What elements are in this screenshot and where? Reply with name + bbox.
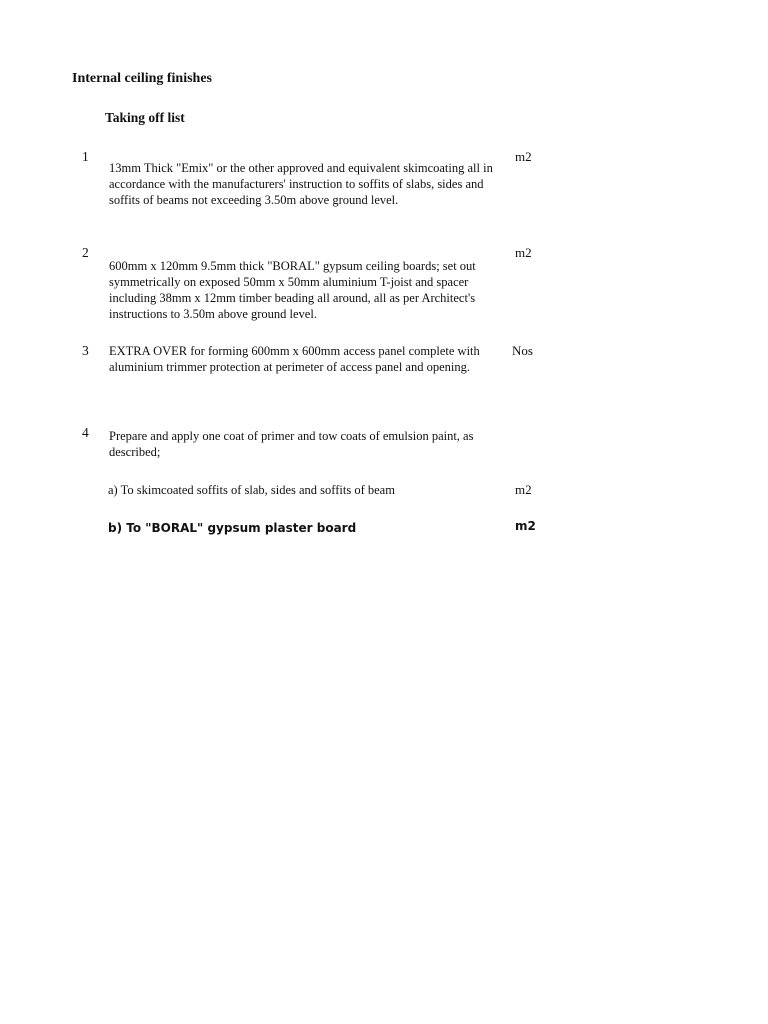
item-description: EXTRA OVER for forming 600mm x 600mm access panel complete with aluminium trimmer protection at perimeter of access panel and opening. (109, 344, 480, 374)
item-description: 13mm Thick "Emix" or the other approved and equivalent skimcoating all in accordance with the manufacturers' instruction to soffits of slabs, sides and soffits of beams not exceeding 3.50m above ground level. (109, 161, 493, 207)
item-number: 1 (82, 149, 89, 164)
subitem-unit: m2 (515, 519, 536, 533)
item-number: 3 (82, 343, 89, 358)
item-description: Prepare and apply one coat of primer and tow coats of emulsion paint, as described; (109, 429, 474, 459)
item-unit: m2 (515, 245, 532, 260)
subitem-label: a) To skimcoated soffits of slab, sides and soffits of beam (108, 483, 395, 497)
item-unit: Nos (512, 343, 533, 358)
item-unit: m2 (515, 149, 532, 164)
subitem-label: b) To "BORAL" gypsum plaster board (108, 521, 357, 535)
item-description: 600mm x 120mm 9.5mm thick "BORAL" gypsum ceiling boards; set out symmetrically on exposed 50mm x 50mm aluminium T-joist and spacer including 38mm x 12mm timber beading all around, all as per Architect's instructions to 3.50m above ground level. (109, 259, 476, 321)
subitem-unit: m2 (515, 482, 532, 497)
page-subtitle: Taking off list (105, 110, 185, 125)
page-title: Internal ceiling finishes (72, 71, 213, 86)
item-number: 2 (82, 245, 89, 260)
item-number: 4 (82, 425, 89, 440)
